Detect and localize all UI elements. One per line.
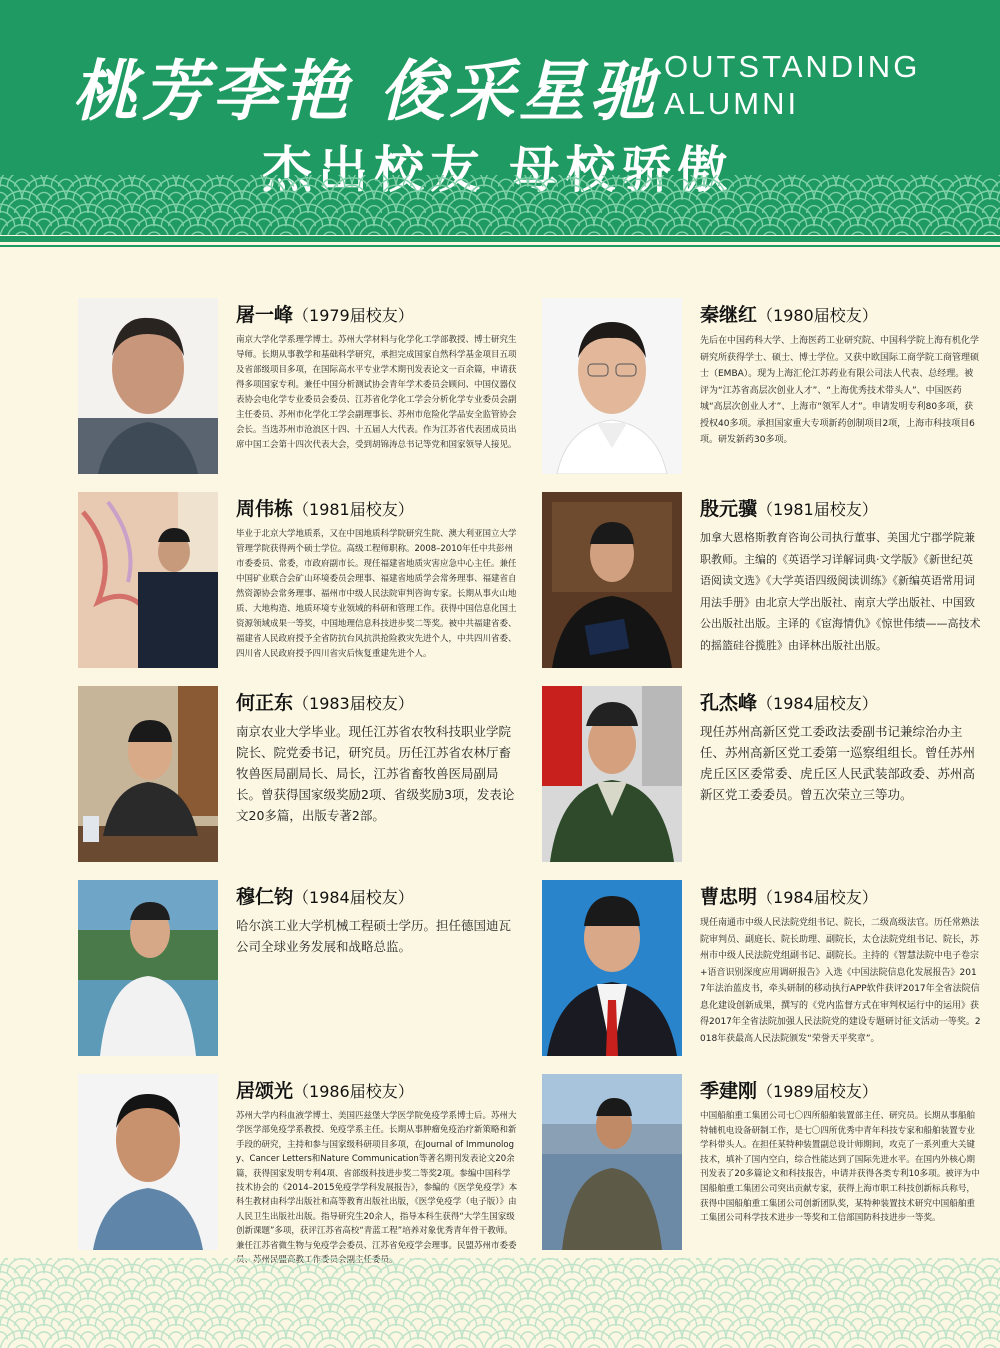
alumni-name: 穆仁钧 [236,886,294,908]
alumni-name: 秦继红 [700,304,758,326]
alumni-name: 曹忠明 [700,886,758,908]
alumni-year: （1979届校友） [293,306,414,325]
alumni-description: 南京农业大学毕业。现任江苏省农牧科技职业学院院长、院党委书记，研究员。历任江苏省农林厅畜牧兽医局副局长、局长，江苏省畜牧兽医局副局长。曾获得国家级奖励2项、省级奖励3项，发表论文20多篇，出版专著2部。 [236,724,515,823]
alumni-description: 苏州大学内科血液学博士、美国匹兹堡大学医学院免疫学系博士后。苏州大学医学部免疫学系教授、免疫学系主任。长期从事肿瘤免疫治疗新策略和新手段的研究，主持和参与国家级科研项目多项，在Journal of Immunology、Cancer Letters和Nature Communication等著名期刊发表论文20余篇，获得国家发明专利4项、省部级科技进步奖二等奖2项。参编中国科学技术协会的《2014–2015免疫学学科发展报告》，参编的《医学免疫学》本科生教材由科学出版社和高等教育出版社出版，《医学免疫学（电子版）》由人民卫生出版社出版。指导研究生20余人，指导本科生获得“大学生国家级创新课题”多项，获评江苏省高校“青蓝工程”培养对象优秀青年骨干教师。兼任江苏省微生物与免疫学会委员、江苏省免疫学会理事。民盟苏州市委委员、苏州民盟高教工作委员会副主任委员。 [236,1111,518,1266]
alumni-description: 先后在中国药科大学、上海医药工业研究院、中国科学院上海有机化学研究所获得学士、硕士、博士学位。又获中欧国际工商学院工商管理硕士（EMBA）。现为上海汇伦江苏药业有限公司法人代表、总经理。被评为“江苏省高层次创业人才”、“上海优秀技术带头人”、中国医药城“高层次创业人才”、上海市“领军人才”。申请发明专利80多项，获授权40多项。承担国家重大专项新药创制项目2项，上海市科技项目6项。研发新药30多项。 [700,336,980,445]
alumni-card [78,298,518,474]
portrait-photo [78,492,218,668]
alumni-name: 周伟栋 [236,498,294,520]
alumni-name: 殷元骥 [700,498,758,520]
divider-line [0,236,1000,242]
portrait-photo [78,1074,218,1250]
alumni-card [542,1074,982,1250]
alumni-description: 现任苏州高新区党工委政法委副书记兼综治办主任、苏州高新区党工委第一巡察组组长。曾任苏州虎丘区区委常委、虎丘区人民武装部政委、苏州高新区党工委委员。曾五次荣立三等功。 [700,724,976,802]
alumni-year: （1986届校友） [293,1082,414,1101]
alumni-description: 南京大学化学系理学博士。苏州大学材料与化学化工学部教授、博士研究生导师。长期从事教学和基础科学研究，承担完成国家自然科学基金项目五项及省部级项目多项，在国际高水平专业学术期刊发表论文一百余篇，申请获得多项国家专利。兼任中国分析测试协会青年学术委员会顾问、中国仪器仪表协会电化学专业委员会委员、江苏省化学化工学会分析化学专业委员会副主任委员、苏州市化学化工学会副理事长、苏州市危险化学品安全监管协会会长。当选苏州市沧浪区十四、十五届人大代表。作为江苏省代表团成员出席中国工会第十四次代表大会，受到胡锦涛总书记等党和国家领导人接见。 [236,335,517,450]
alumni-year: （1981届校友） [757,500,878,519]
alumni-description: 现任南通市中级人民法院党组书记、院长，二级高级法官。历任常熟法院审判员、副庭长、院长助理、副院长，太仓法院党组书记、院长，苏州市中级人民法院党组副书记、副院长。主持的《智慧法院中电子卷宗+语音识别深度应用调研报告》入选《中国法院信息化发展报告》2017年法治蓝皮书，牵头研制的移动执行APP软件获评2017年全省法院信息化建设创新成果，撰写的《党内监督方式在审判权运行中的运用》获得2017年全省法院加强人民法院党的建设专题研讨征文活动一等奖。2018年获最高人民法院颁发“荣誉天平奖章”。 [700,918,981,1044]
alumni-description: 加拿大恩格斯教育咨询公司执行董事、美国尤宁郡学院兼职教师。主编的《英语学习详解词典·文学版》《新世纪英语阅读文选》《大学英语四级阅读训练》《新编英语常用词用法手册》由北京大学出版社、南京大学出版社、中国致公出版社出版。主译的《宦海情仇》《惊世伟绩——高技术的摇篮硅谷揽胜》由译林出版社出版。 [700,531,981,652]
portrait-photo [78,686,218,862]
alumni-year: （1980届校友） [757,306,878,325]
portrait-photo [542,686,682,862]
alumni-year: （1981届校友） [293,500,414,519]
alumni-name: 季建刚 [700,1080,758,1102]
alumni-card [78,492,518,668]
alumni-description: 毕业于北京大学地质系，又在中国地质科学院研究生院、澳大利亚国立大学管理学院获得两个硕士学位。高级工程师职称。2008–2010年任中共彭州市委委员、常委，市政府副市长。现任福建省地质灾害应急中心主任。兼任中国矿业联合会矿山环境委员会理事、福建省地质学会常务理事、福建省自然资源协会常务理事、福州市中级人民法院审判咨询专家。长期从事火山地质、大地构造、地质环境专业领域的科研和管理工作。获得中国信息化国土资源领域成果一等奖，中国地理信息科技进步奖二等奖。被中共福建省委、福建省人民政府授予全省防抗台风抗洪抢险救灾先进个人，中共四川省委、四川省人民政府授予四川省灾后恢复重建先进个人。 [236,529,517,659]
alumni-year: （1984届校友） [293,888,414,907]
alumni-year: （1984届校友） [757,694,878,713]
portrait-photo [542,880,682,1056]
wave-pattern-footer [0,1258,1000,1348]
alumni-year: （1984届校友） [757,888,878,907]
alumni-card [542,880,982,1056]
alumni-year: （1983届校友） [293,694,414,713]
alumni-card [78,880,518,1056]
header-banner [0,0,1000,235]
alumni-card [78,1074,518,1266]
portrait-photo [78,298,218,474]
portrait-photo [542,492,682,668]
alumni-name: 居颂光 [236,1080,294,1102]
english-title: OUTSTANDING ALUMNI [664,49,921,121]
calligraphy-title: 桃芳李艳 俊采星驰 [72,52,659,130]
alumni-name: 孔杰峰 [700,692,758,714]
alumni-card [542,492,982,668]
divider-line-thin [0,245,1000,247]
alumni-name: 屠一峰 [236,304,294,326]
portrait-photo [78,880,218,1056]
portrait-photo [542,1074,682,1250]
subtitle: 杰出校友 母校骄傲 [262,141,734,199]
alumni-card [542,686,982,862]
portrait-photo [542,298,682,474]
alumni-year: （1989届校友） [757,1082,878,1101]
alumni-description: 中国船舶重工集团公司七〇四所船舶装置部主任、研究员。长期从事船舶特辅机电设备研制工作，是七〇四所优秀中青年科技专家和船舶装置专业学科带头人。在担任某特种装置副总设计师期间，攻克了一系列重大关键技术，填补了国内空白，综合性能达到了国际先进水平。在国内外核心期刊发表了20多篇论文和科技报告，申请并获得各类专利10多项。被评为中国船舶重工集团公司突出贡献专家，获得上海市职工科技创新标兵称号，获得中国船舶重工集团公司创新团队奖，某特种装置技术研究中国船舶重工集团公司科学技术进步一等奖和工信部国防科技进步一等奖。 [700,1111,980,1224]
alumni-card [542,298,982,474]
alumni-name: 何正东 [236,692,294,714]
wave-pattern-header [0,175,1000,235]
alumni-card [78,686,518,862]
alumni-description: 哈尔滨工业大学机械工程硕士学历。担任德国迪瓦公司全球业务发展和战略总监。 [236,918,512,954]
